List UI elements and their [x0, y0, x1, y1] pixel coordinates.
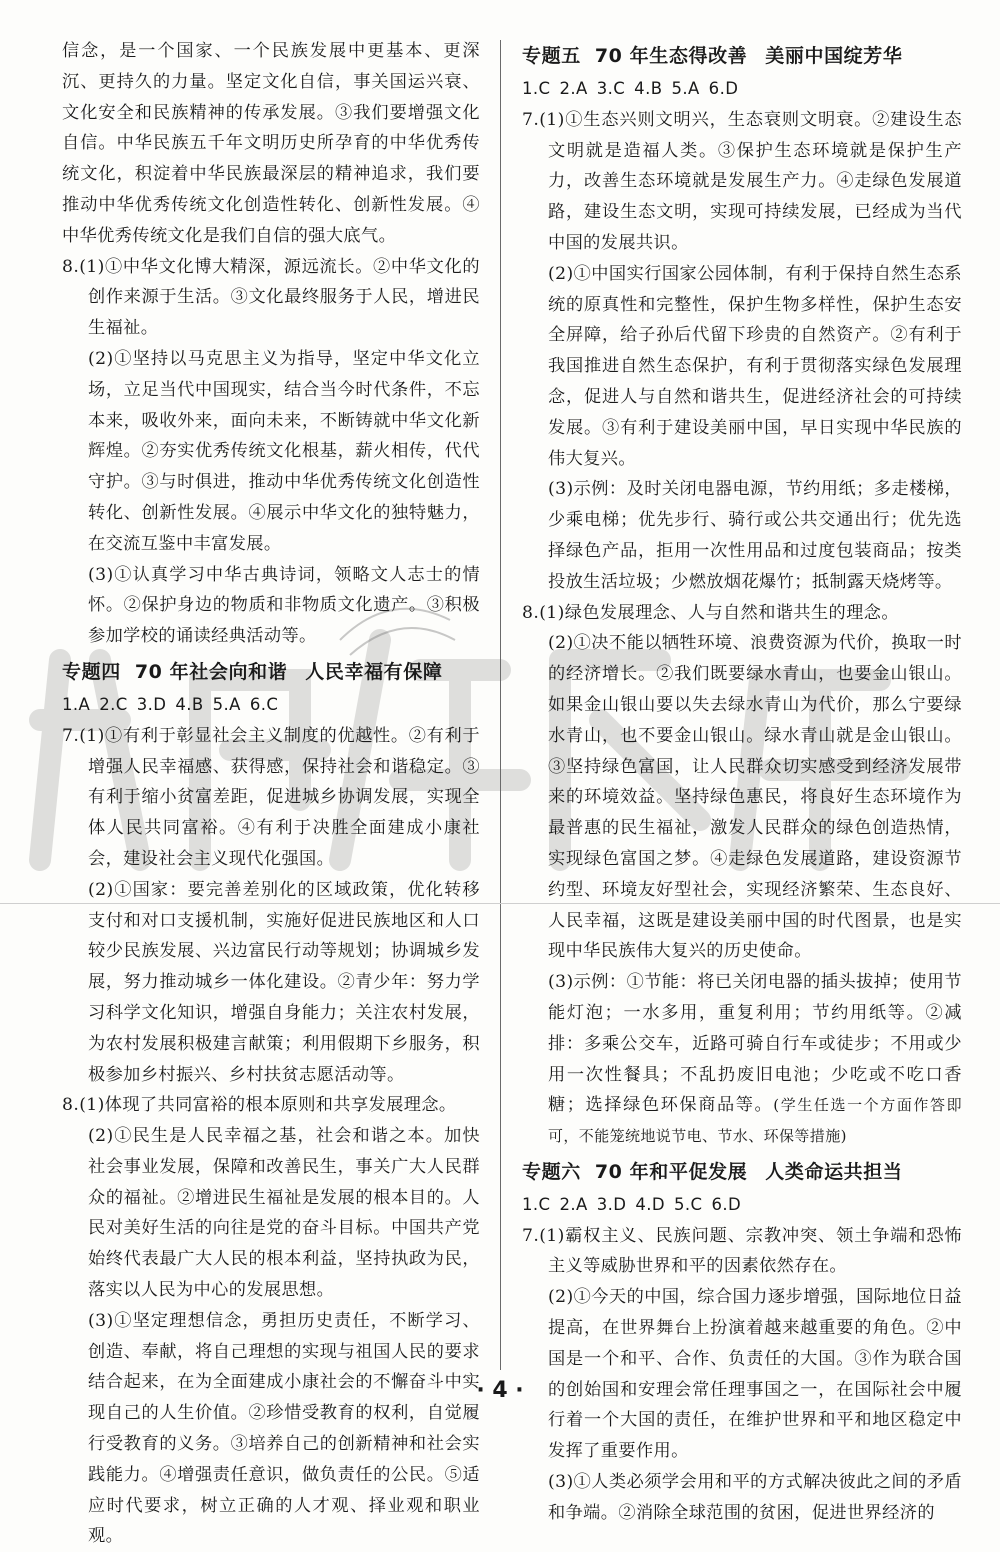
- choice-answer: 6.D: [711, 1194, 742, 1214]
- answer-8-3: (3)①认真学习中华古典诗词，领略文人志士的情怀。②保护身边的物质和非物质文化遗产。③积极参加学校的诵读经典活动等。: [88, 564, 480, 647]
- topic-4-heading: [62, 654, 480, 690]
- topic-5-choices: [522, 74, 962, 105]
- t4-answer-8-3: (3)①坚定理想信念，勇担历史责任，不断学习、创造、奉献，将自己理想的实现与祖国人民的要求结合起来，在为全面建成小康社会的不懈奋斗中实现自己的人生价值。②珍惜受教育的权利，自觉履行受教育的义务。③培养自己的创新精神和社会实践能力。④增强责任意识，做负责任的公民。⑤适应时代要求，树立正确的人才观、择业观和职业观。: [88, 1310, 480, 1547]
- choice-answer: 1.C: [522, 1194, 551, 1214]
- choice-answer: 1.A: [62, 694, 91, 714]
- t6-answer-7-2: (2)①今天的中国，综合国力逐步增强，国际地位日益提高，在世界舞台上扮演着越来越重要的角色。②中国是一个和平、合作、负责任的大国。③作为联合国的创始国和安理会常任理事国之一，在国际社会中履行着一个大国的责任，在维护世界和平和地区稳定中发挥了重要作用。: [548, 1287, 962, 1462]
- answer-8-1: 8.(1)①中华文化博大精深，源远流长。②中华文化的创作来源于生活。③文化最终服务于人民，增进民生福祉。: [62, 256, 480, 339]
- topic-6-title-a: 70 年和平促发展: [594, 1160, 748, 1183]
- choice-answer: 3.D: [596, 1194, 627, 1214]
- t4-answer-7-2: (2)①国家：要完善差别化的区域政策，优化转移支付和对口支援机制，实施好促进民族地区和人口较少民族发展、兴边富民行动等规划；协调城乡发展，努力推动城乡一体化建设。②青少年：努力学习科学文化知识，增强自身能力；关注农村发展，为农村发展积极建言献策；利用假期下乡服务，积极参加乡村振兴、乡村扶贫志愿活动等。: [88, 879, 480, 1085]
- topic-5-heading: [522, 38, 962, 74]
- choice-answer: 3.D: [136, 694, 167, 714]
- choice-answer: 4.B: [634, 79, 663, 98]
- choice-answer: 2.A: [559, 1194, 588, 1214]
- topic-4-choices: [62, 690, 480, 721]
- t5-answer-7-1: 7.(1)①生态兴则文明兴，生态衰则文明衰。②建设生态文明就是造福人类。③保护生态环境就是保护生产力，改善生态环境就是发展生产力。④走绿色发展道路，建设生态文明，实现可持续发展，已经成为当代中国的发展共识。: [522, 109, 962, 253]
- choice-answer: 5.A: [212, 694, 241, 714]
- topic-4-title-b: 人民幸福有保障: [305, 660, 443, 683]
- topic-5-number: 专题五: [522, 45, 581, 67]
- choice-answer: 2.A: [559, 79, 588, 98]
- t5-answer-7-2: (2)①中国实行国家公园体制，有利于保持自然生态系统的原真性和完整性，保护生物多样性，保护生态安全屏障，给子孙后代留下珍贵的自然资产。②有利于我国推进自然生态保护，有利于贯彻落实绿色发展理念，促进人与自然和谐共生，促进经济社会的可持续发展。③有利于建设美丽中国，早日实现中华民族的伟大复兴。: [548, 263, 962, 469]
- t5-answer-8-3-note: (学生任选一个方面作答即可，不能笼统地说节电、节水、环保等措施): [548, 1096, 962, 1146]
- page-number: · 4 ·: [476, 1378, 524, 1403]
- topic-6-choices: [522, 1190, 962, 1221]
- t5-answer-7-3: (3)示例：及时关闭电器电源，节约用纸；多走楼梯，少乘电梯；优先步行、骑行或公共交通出行；优先选择绿色产品，拒用一次性用品和过度包装商品；按类投放生活垃圾；少燃放烟花爆竹；抵制露天烧烤等。: [548, 479, 962, 592]
- choice-answer: 2.C: [99, 694, 128, 714]
- intro-paragraph: 信念，是一个国家、一个民族发展中更基本、更深沉、更持久的力量。坚定文化自信，事关国运兴衰、文化安全和民族精神的传承发展。③我们要增强文化自信。中华民族五千年文明历史所孕育的中华优秀传统文化，积淀着中华民族最深层的精神追求，我们要推动中华优秀传统文化创造性转化、创新性发展。④中华优秀传统文化是我们自信的强大底气。: [62, 41, 480, 246]
- left-column: [62, 36, 480, 1552]
- topic-6-heading: [522, 1154, 962, 1190]
- topic-5-title-a: 70 年生态得改善: [594, 45, 748, 67]
- answer-8-2: (2)①坚持以马克思主义为指导，坚定中华文化立场，立足当代中国现实，结合当今时代条件，不忘本来，吸收外来，面向未来，不断铸就中华文化新辉煌。②夯实优秀传统文化根基，薪火相传，代代守护。③与时俱进，推动中华优秀传统文化创造性转化、创新性发展。④展示中华文化的独特魅力，在交流互鉴中丰富发展。: [88, 348, 480, 554]
- column-divider: [500, 40, 501, 1370]
- t5-answer-8-3-text: (3)示例：①节能：将已关闭电器的插头拔掉；使用节能灯泡；一水多用，重复利用；节约用纸等。②减排：多乘公交车，近路可骑自行车或徒步；不用或少用一次性餐具；不乱扔废旧电池；少吃或不吃口香糖；选择绿色环保商品等。: [548, 972, 962, 1116]
- choice-answer: 6.C: [249, 694, 279, 714]
- t6-answer-7-3: (3)①人类必须学会用和平的方式解决彼此之间的矛盾和争端。②消除全球范围的贫困，促进世界经济的: [548, 1472, 962, 1523]
- right-column: [522, 36, 962, 1529]
- t5-answer-8-3: [522, 967, 962, 1152]
- choice-answer: 5.C: [674, 1194, 703, 1214]
- topic-4-number: 专题四: [62, 660, 121, 683]
- t6-answer-7-1: 7.(1)霸权主义、民族问题、宗教冲突、领土争端和恐怖主义等威胁世界和平的因素依然存在。: [522, 1225, 962, 1277]
- choice-answer: 4.D: [635, 1194, 666, 1214]
- choice-answer: 5.A: [671, 79, 700, 98]
- choice-answer: 3.C: [596, 79, 626, 98]
- choice-answer: 1.C: [522, 79, 551, 98]
- topic-5-title-b: 美丽中国绽芳华: [765, 45, 903, 67]
- topic-6-title-b: 人类命运共担当: [765, 1160, 903, 1183]
- t4-answer-7-1: 7.(1)①有利于彰显社会主义制度的优越性。②有利于增强人民幸福感、获得感，保持社会和谐稳定。③有利于缩小贫富差距，促进城乡协调发展，实现全体人民共同富裕。④有利于决胜全面建成小康社会，建设社会主义现代化强国。: [62, 725, 480, 869]
- topic-4-title-a: 70 年社会向和谐: [134, 660, 288, 683]
- t4-answer-8-1: 8.(1)体现了共同富裕的根本原则和共享发展理念。: [62, 1095, 457, 1116]
- choice-answer: 6.D: [708, 79, 739, 98]
- topic-6-number: 专题六: [522, 1160, 581, 1183]
- t4-answer-8-2: (2)①民生是人民幸福之基，社会和谐之本。加快社会事业发展，保障和改善民生，事关广大人民群众的福祉。②增进民生福祉是发展的根本目的。人民对美好生活的向往是党的奋斗目标。中国共产党始终代表最广大人民的根本利益，坚持执政为民，落实以人民为中心的发展思想。: [88, 1126, 480, 1301]
- t5-answer-8-2: (2)①决不能以牺牲环境、浪费资源为代价，换取一时的经济增长。②我们既要绿水青山，也要金山银山。如果金山银山要以失去绿水青山为代价，那么宁要绿水青山，也不要金山银山。绿水青山就是金山银山。③坚持绿色富国，让人民群众切实感受到经济发展带来的环境效益。坚持绿色惠民，将良好生态环境作为最普惠的民生福祉，激发人民群众的绿色创造热情，实现绿色富国之梦。④走绿色发展道路，建设资源节约型、环境友好型社会，实现经济繁荣、生态良好、人民幸福，这既是建设美丽中国的时代图景，也是实现中华民族伟大复兴的历史使命。: [548, 633, 962, 962]
- t5-answer-8-1: 8.(1)绿色发展理念、人与自然和谐共生的理念。: [522, 602, 899, 623]
- choice-answer: 4.B: [175, 694, 204, 714]
